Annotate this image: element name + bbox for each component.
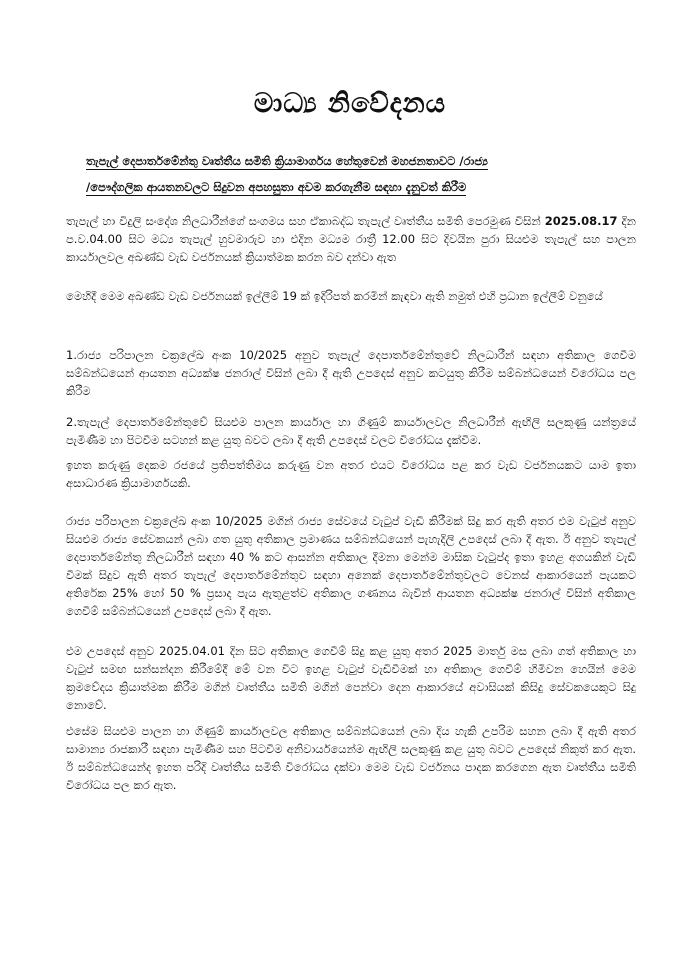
paragraph-demand-2: 2.තැපැල් දෙපාර්තමේන්තුවේ සියළුම පාලන කාර්යාල හා ගිණුම් කාර්යාලවල නිලධාරීන් ඇඟිලි සලකුණු යන්ත්‍රයේ පැමිණීම හා පිටවීම සටහන් කළ යුතු බවට ලබා දී ඇති උපදෙස් වලට විරෝධය දැක්වීම.: [66, 415, 636, 447]
strike-date: 2025.08.17: [544, 214, 618, 228]
subject-line-2: /පෞද්ගලික ආයතනවලට සිදුවන අපහසුතා අවම කරගැනීම සඳහා දැනුවත් කිරීම: [86, 180, 467, 194]
paragraph-instructions: එම උපදෙස් අනුව 2025.04.01 දින සිට අතිකාල ගෙවීම් සිදු කළ යුතු අතර 2025 මාර්තු මස ලබා ගත් අතිකාල හා වැටුප් සමඟ සන්සන්දන කිරීමේදී මේ වන විට ඉහළ වැටුප් වැඩිවීමක් හා අතිකාල ගෙවීම් හිමිවන හෙයින් මෙම ක්‍රමවේදය ක්‍රියාත්මක කිරීම මගින් වෘත්තීය සමිති මගින් පෙන්වා දෙන ආකාරයේ අවාසියක් කිසිදු සේවකයෙකුට සිදු නොවේ.: [66, 644, 636, 712]
paragraph-conclusion: එසේම සියළුම පාලන හා ගිණුම් කාර්යාලවල අතිකාල සම්බන්ධයෙන් ලබා දිය හැකි උපරිම සහන ලබා දී ඇති අතර සාමාන්‍ය රාජකාරී සඳහා පැමිණීම සහ පිටවීම අනිවාර්යයෙන්ම ඇඟිලි සලකුණු කළ යුතු බවට උපදෙස් නිකුත් කර ඇත. ඊ සම්බන්ධයෙන්ද ඉහත පරිදි වෘත්තීය සමිති විරෝධය දක්වා මෙම වැඩ වර්ජනය පාදක කරගෙන ඇත වෘත්තීය සමිති විරෝධය පල කර ඇත.: [66, 724, 636, 792]
page-title: මාධ්‍ය නිවේදනය: [253, 88, 447, 119]
paragraph-demand-1: 1.රාජ්‍ය පරිපාලන චක්‍රලේඛ අංක 10/2025 අනුව තැපැල් දෙපාර්තමේන්තුවේ නිලධාරීන් සඳහා අතිකාල ගෙවීම සම්බන්ධයෙන් ආයතන අධ්‍යක්ෂ ජනරාල් විසින් ලබා දී ඇති උපදෙස් අනුව කටයුතු කිරීම සම්බන්ධයෙන් විරෝධය පල කිරීම: [66, 348, 636, 398]
subject-line-1: තැපැල් දෙපාර්තමේන්තු වෘත්තීය සමිති ක්‍රියාමාර්ගය හේතුවෙන් මහජනතාවට /රාජ්‍ය: [86, 154, 488, 168]
paragraph-intro: [66, 212, 636, 266]
paragraph-demands-intro: මෙහිදී මෙම අඛණ්ඩ වැඩ වර්ජනයක් ඉල්ලීම් 19 ක් ඉදිරිපත් කරමින් කැඳවා ඇති නමුත් එහි ප්‍රධාන ඉල්ලීම් වනුයේ: [66, 289, 603, 303]
paragraph-intro-start: තැපැල් හා විදුලි සංදේශ නිලධාරීන්ගේ සංගමය සහ ඒකාබද්ධ තැපැල් වෘත්තීය සමිති පෙරමුණ විසින්: [66, 214, 545, 228]
paragraph-circular: රාජ්‍ය පරිපාලන චක්‍රලේඛ අංක 10/2025 මගින් රාජ්‍ය සේවයේ වැටුප් වැඩි කිරීමක් සිදු කර ඇති අතර එම වැටුප් අනුව සියළුම රාජ්‍ය සේවකයන් ලබා ගත යුතු අතිකාල ප්‍රමාණය සම්බන්ධයෙන් පැහැදිලි උපදෙස් ලබා දී ඇත. ඊ අනුව තැපැල් දෙපාර්තමේන්තු නිලධාරීන් සඳහා 40 % කට ආසන්න අතිකාල දීමනා මෙන්ම මාසික වැටුප්ද ඉතා ඉහළ අගයකින් වැඩි වීමක් සිදුව ඇති අතර තැපැල් දෙපාර්තමේන්තුව සඳහා අනෙක් දෙපාර්තමේන්තුවලට වෙනස් ආකාරයෙන් පැයකට අතිරේක 25% හෝ 50 % ප්‍රසාද පැය ඇතුළත්ව අතිකාල ගණනය බැවින් ආයතන අධ්‍යක්ෂ ජනරාල් විසින් අතිකාල ගෙවීම් සම්බන්ධයෙන් උපදෙස් ලබා දී ඇත.: [66, 514, 636, 618]
subject-heading: [86, 148, 646, 200]
paragraph-assessment: ඉහත කරුණු දෙකම රජයේ ප්‍රතිපත්තිමය කරුණු වන අතර එයට විරෝධය පළ කර වැඩ වර්ජනයකට යාම ඉතා අසාධාරණ ක්‍රියාමාර්ගයකි.: [66, 458, 636, 490]
paragraph-intro-end: දින ප.ව.04.00 සිට මධ්‍ය තැපැල් හුවමාරුව හා එදින මධ්‍යම රාත්‍රී 12.00 සිට දිවයින පුරා සියළුම තැපැල් සහ පාලන කාර්යාලවල අඛණ්ඩ වැඩ වර්ජනයක් ක්‍රියාත්මක කරන බව දන්වා ඇත: [66, 214, 636, 264]
